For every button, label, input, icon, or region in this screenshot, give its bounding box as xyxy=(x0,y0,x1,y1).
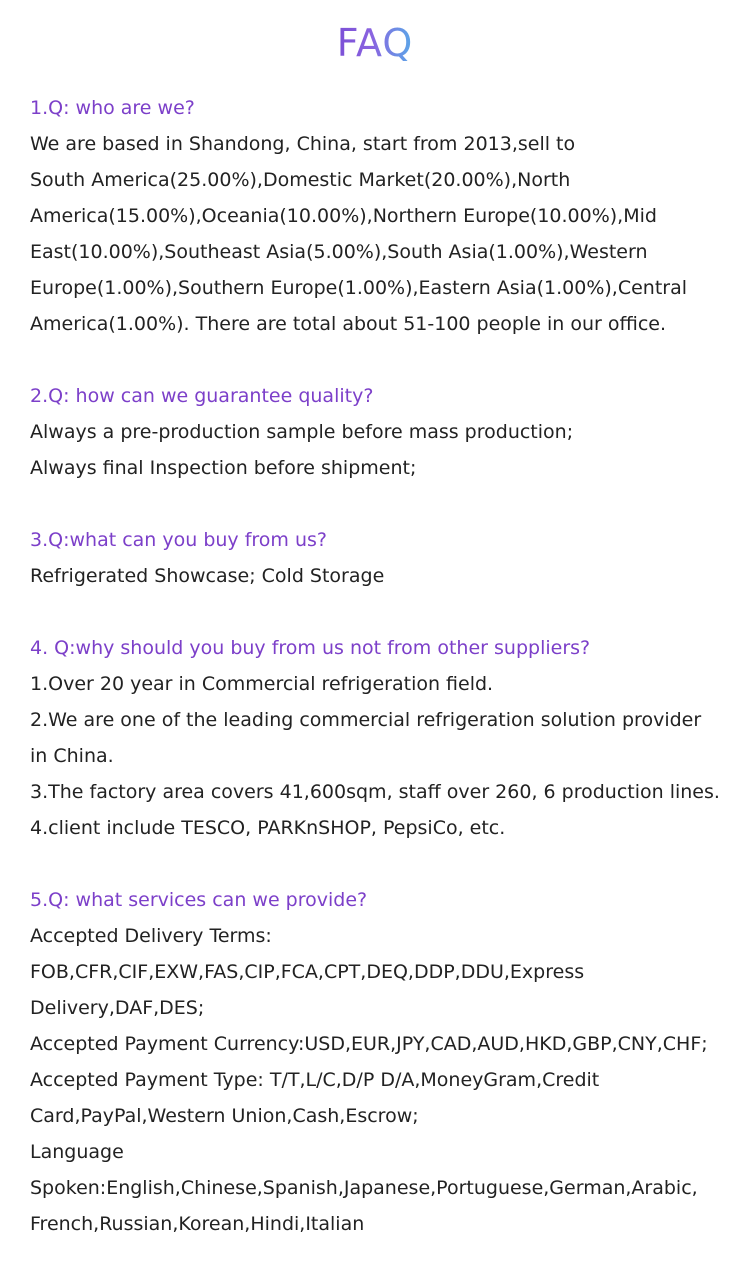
faq-question: 5.Q: what services can we provide? xyxy=(30,889,368,911)
faq-answer-line: Europe(1.00%),Southern Europe(1.00%),Eastern Asia(1.00%),Central xyxy=(30,277,688,299)
page-title xyxy=(0,0,750,74)
faq-answer-line: Spoken:English,Chinese,Spanish,Japanese,Portuguese,German,Arabic, xyxy=(30,1177,698,1199)
faq-answer-line: 3.The factory area covers 41,600sqm, staff over 260, 6 production lines. xyxy=(30,781,720,803)
faq-answer-line: Card,PayPal,Western Union,Cash,Escrow; xyxy=(30,1105,419,1127)
faq-list xyxy=(30,90,730,1278)
faq-item-5 xyxy=(30,882,730,1242)
faq-item-3 xyxy=(30,522,730,594)
faq-question: 2.Q: how can we guarantee quality? xyxy=(30,385,374,407)
faq-answer-line: 2.We are one of the leading commercial refrigeration solution provider xyxy=(30,709,702,731)
faq-answer-line: Always a pre-production sample before mass production; xyxy=(30,421,574,443)
faq-answer-line: in China. xyxy=(30,745,114,767)
faq-answer-line: Accepted Payment Type: T/T,L/C,D/P D/A,MoneyGram,Credit xyxy=(30,1069,600,1091)
faq-question: 3.Q:what can you buy from us? xyxy=(30,529,327,551)
faq-answer-line: 4.client include TESCO, PARKnSHOP, PepsiCo, etc. xyxy=(30,817,506,839)
faq-answer-line: Language xyxy=(30,1141,124,1163)
faq-answer-line: America(1.00%). There are total about 51-100 people in our office. xyxy=(30,313,667,335)
faq-question: 4. Q:why should you buy from us not from other suppliers? xyxy=(30,637,591,659)
page-title-text: FAQ xyxy=(336,21,414,65)
faq-answer-line: Always final Inspection before shipment; xyxy=(30,457,417,479)
faq-answer-line: Delivery,DAF,DES; xyxy=(30,997,205,1019)
faq-answer-line: 1.Over 20 year in Commercial refrigeration field. xyxy=(30,673,494,695)
faq-answer-line: Accepted Delivery Terms: xyxy=(30,925,272,947)
faq-question: 1.Q: who are we? xyxy=(30,97,195,119)
faq-answer-line: FOB,CFR,CIF,EXW,FAS,CIP,FCA,CPT,DEQ,DDP,DDU,Express xyxy=(30,961,585,983)
faq-item-2 xyxy=(30,378,730,486)
faq-answer-line: Refrigerated Showcase; Cold Storage xyxy=(30,565,385,587)
faq-answer-line: East(10.00%),Southeast Asia(5.00%),South Asia(1.00%),Western xyxy=(30,241,648,263)
faq-answer-line: South America(25.00%),Domestic Market(20.00%),North xyxy=(30,169,571,191)
faq-answer-line: America(15.00%),Oceania(10.00%),Northern Europe(10.00%),Mid xyxy=(30,205,657,227)
faq-item-1 xyxy=(30,90,730,342)
faq-answer-line: French,Russian,Korean,Hindi,Italian xyxy=(30,1213,365,1235)
faq-answer-line: We are based in Shandong, China, start from 2013,sell to xyxy=(30,133,576,155)
faq-item-4 xyxy=(30,630,730,846)
faq-answer-line: Accepted Payment Currency:USD,EUR,JPY,CAD,AUD,HKD,GBP,CNY,CHF; xyxy=(30,1033,708,1055)
